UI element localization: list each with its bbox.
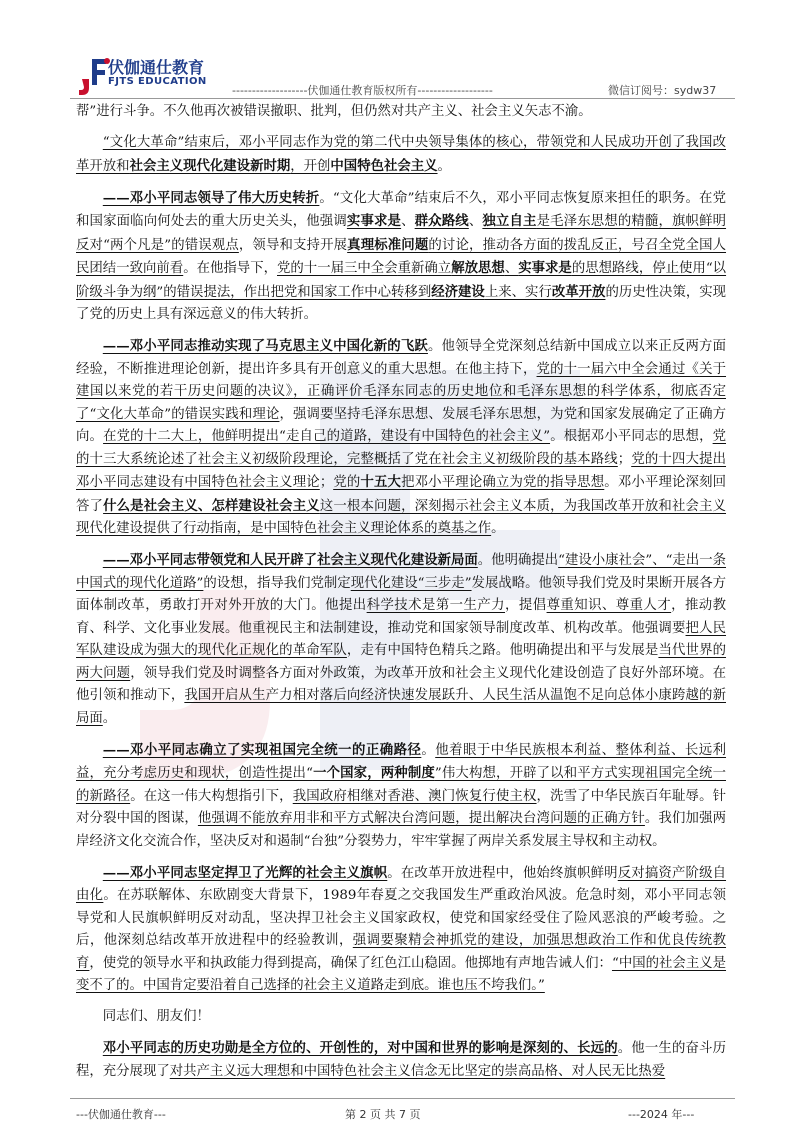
text-run: 党的十三大系统论述了社会主义初级阶段理论，完整概括了党在社会主义初级阶段的基本路线: [76, 429, 727, 467]
paragraph: [76, 739, 726, 854]
logo: [70, 55, 210, 100]
text-run: 他着眼于中华民族根本利益、整体利益、长远利益，充分考虑历史和现状，创造性提出“: [76, 742, 727, 781]
text-run: 把人民军队建设成为强大的现代化正规化的革命军队: [76, 620, 727, 658]
text-run: 。他明确提出: [477, 553, 559, 568]
text-run: 解放思想: [451, 260, 505, 276]
text-run: ，洗雪了中华民族百年耻辱。针对分裂中国的图谋，: [76, 788, 727, 826]
paragraph: [76, 187, 726, 327]
text-run: 旗帜鲜明反对“两个凡是”的错误观点: [76, 214, 727, 253]
logo-mark-icon: [78, 57, 112, 97]
header-divider: [70, 98, 735, 99]
text-run: ——邓小平同志确立了实现祖国完全统一的正确路径: [102, 741, 422, 758]
text-run: ，开创: [290, 158, 331, 174]
text-run: 强调要聚精会神抓党的建设，加强思想政治工作和优良传统教育: [76, 933, 727, 971]
text-run: 中国特色社会主义: [330, 157, 438, 174]
text-run: ；: [617, 451, 632, 467]
text-run: 帮”进行斗争。不久他再次被错误撤职、批判，但仍然对共产主义、社会主义矢志不渝。: [76, 104, 592, 119]
text-run: 经济建设: [431, 283, 485, 300]
paragraph: [76, 862, 726, 998]
text-run: 。在苏联解体、东欧剧变大背景下，1989年春夏之交我国发生严重政治风波。危急时刻，邓小平同志领导党和人民旗帜鲜明反对动乱，坚决捍卫社会主义国家政权，使党和国家经受住了险风恶浪的严峻考验。之后，他深刻总结改革开放进程中的经验教训，: [76, 888, 726, 948]
text-run: 独立自主: [482, 213, 537, 229]
text-run: 。根据邓小平同志的思想，: [550, 429, 713, 444]
text-run: 改革开放: [551, 283, 606, 300]
text-run: 。: [102, 710, 117, 726]
text-run: 。: [421, 742, 436, 758]
text-run: 、: [468, 214, 483, 229]
text-run: 重新确立: [397, 261, 452, 276]
paragraph: [76, 1037, 726, 1083]
text-run: ，推动教育、科学、文化事业发展。他重视民主和法制建设，推动党和国家领导制度改革、机构改革。他强调要: [76, 598, 727, 636]
text-run: 群众路线: [414, 213, 469, 229]
text-run: 实事求是: [518, 260, 572, 276]
text-run: 我国政府相继对香港、澳门恢复行使主权: [292, 788, 537, 804]
header-wechat: 微信订阅号：sydw37: [608, 84, 717, 97]
text-run: 上来、实行: [484, 284, 552, 300]
text-run: 。在他指导下，: [183, 261, 277, 276]
text-run: ，领导我们党及时调整各方面对外政策，为改革开放和社会主义现代化建设创造了良好外部环境。在他引领和推动下，: [76, 665, 727, 703]
text-run: ，领导和支持开展: [238, 237, 348, 253]
text-run: 。在这一伟大构想指引下，: [130, 788, 293, 804]
text-run: 什么是社会主义、怎样建设社会主义: [103, 497, 320, 514]
text-run: 现代化建设“三步走”: [350, 575, 472, 591]
text-run: ，使党的领导水平和执政能力得到提高，确保了红色江山稳固。他掷地有声地告诫人们：: [89, 955, 612, 971]
paragraph: [76, 132, 726, 178]
text-run: 把邓小平理论确立为党的指导思想: [401, 475, 605, 490]
text-run: ，强调要坚持毛泽东思想、发展毛泽东思想，为党和国家发展确定了正确方向。: [76, 406, 726, 444]
text-run: 一个国家，两种制度: [312, 765, 435, 781]
logo-text-cn: 伏伽通仕教育: [108, 58, 205, 77]
text-run: 、: [504, 261, 519, 276]
text-run: 党的十四大提出邓小平同志建设有中国特色社会主义理论: [76, 451, 727, 490]
footer-divider: [70, 1098, 735, 1099]
paragraph: [76, 1006, 726, 1029]
text-run: 实事求是: [346, 213, 402, 229]
header-copyright: -------------------伏伽通仕教育版权所有-------------------: [232, 84, 493, 97]
text-run: ”伟大构想，开辟了以和平方式实现祖国完全统一的新路径: [76, 766, 726, 804]
text-run: ，提倡: [505, 598, 547, 613]
paragraph: [76, 101, 726, 124]
text-run: 对共产主义远大理想和中国特色社会主义信念无比坚定的崇高品格、对人民无比热爱: [169, 1063, 666, 1079]
document-body: [76, 101, 726, 1092]
text-run: ——邓小平同志坚定捍卫了光辉的社会主义旗帜: [102, 864, 388, 881]
text-run: “建设小康社会”、“走出一条中国式的现代化道路”: [76, 553, 726, 591]
text-run: 反对搞资产阶级自由化: [76, 865, 727, 903]
text-run: 。邓小平理论深刻回答了: [76, 475, 727, 514]
text-run: 、: [401, 214, 415, 229]
text-run: 。: [491, 521, 505, 536]
text-run: 在党的十二大上，他鲜明提出“走自己的道路，建设有中国特色的社会主义”: [103, 429, 551, 444]
text-run: ——邓小平同志推动实现了马克思主义中国化新的飞跃: [102, 338, 428, 354]
text-run: “文化大革命”结束后，邓小平同志作为党的第二代中央领导集体的核心，带领党和人民成功开创了我国改革开放和: [76, 135, 726, 174]
text-run: ；: [319, 475, 334, 490]
text-run: ，推动各方面的拨乱反正，号召全党全国人民团结一致向前看: [76, 237, 727, 276]
page-footer: [0, 1098, 800, 1132]
text-run: 的讨论: [428, 237, 469, 253]
text-run: 的思想路线，停止使用“以阶级斗争为纲”的错误提法，作出把党和国家工作中心转移到: [76, 261, 727, 300]
page-number: 第 2 页 共 7 页: [345, 1108, 421, 1121]
text-run: 是毛泽东思想的精髓，: [536, 214, 673, 229]
text-run: 党的: [333, 475, 361, 490]
page-header: [0, 0, 800, 100]
text-run: 党的十一届三中全会: [277, 261, 398, 276]
text-run: 。: [437, 158, 451, 174]
text-run: 我国开启从生产力相对落后向经济快速发展跃升、人民生活从温饱不足向总体小康跨越的新局面: [76, 688, 726, 726]
text-run: 发展战略。他领导我们党及时果断开展各方面体制改革，勇敢打开对外开放的大门。他提出: [76, 575, 726, 613]
text-run: 。“文化大革命”结束后不久，邓小平同志恢复原来担任的职务。在党和国家面临向何处去的重大历史关头，他强调: [76, 190, 726, 229]
text-run: 他强调不能放弃用非和平方式解决台湾问题，提出解决台湾问题的正确方针: [197, 811, 645, 826]
text-run: 同志们、朋友们！: [102, 1009, 210, 1024]
text-run: 科学技术是第一生产力: [366, 598, 506, 613]
footer-left: ---伏伽通仕教育---: [76, 1108, 166, 1121]
footer-year: ---2024 年---: [628, 1108, 695, 1121]
text-run: 。他一生的奋斗历程，充分展现了: [76, 1041, 727, 1079]
text-run: 。在改革开放进程中，他始终旗帜鲜明: [387, 865, 618, 881]
paragraph: [76, 549, 726, 730]
text-run: ——邓小平同志带领党和人民开辟了社会主义现代化建设新局面: [102, 552, 478, 568]
text-run: “中国的社会主义是变不了的。中国肯定要沿着自己选择的社会主义道路走到底。谁也压不垮我们。”: [76, 955, 727, 993]
text-run: 当代世界的两大问题: [76, 643, 727, 681]
text-run: 党的十一届六中全会通过《关于建国以来党的若干历史问题的决议》: [76, 361, 727, 399]
text-run: 的设想，指导我们党制定: [203, 575, 351, 591]
text-run: 。他领导全党深刻总结新中国成立以来正反两方面经验，不断推进理论创新，提出许多具有开创意义的重大思想。在他主持下，: [76, 339, 726, 377]
text-run: 尊重知识、尊重人才: [546, 598, 672, 613]
text-run: 社会主义现代化建设新时期: [129, 157, 291, 174]
paragraph: [76, 335, 726, 541]
text-run: 这一根本问题，深刻揭示社会主义本质，为我国改革开放和社会主义现代化建设提供了行动指南，是中国特色社会主义理论体系的奠基之作: [76, 498, 727, 536]
text-run: ，走有中国特色精兵之路。他明确提出和平与发展是: [346, 643, 659, 658]
text-run: 。我们加强两岸经济文化交流合作，坚决反对和遏制“台独”分裂势力，牢牢掌握了两岸关系发展主导权和主动权。: [76, 811, 727, 849]
text-run: 的历史性决策，实现了党的历史上具有深远意义的伟大转折。: [76, 284, 727, 322]
text-run: ——邓小平同志领导了伟大历史转折: [102, 189, 320, 206]
text-run: 十五大: [360, 474, 402, 490]
text-run: 邓小平同志的历史功勋是全方位的、开创性的，对中国和世界的影响是深刻的、长远的: [102, 1040, 618, 1056]
logo-text-en: FJTS EDUCATION: [108, 76, 207, 87]
text-run: 真理标准问题: [347, 236, 429, 253]
text-run: ，正确评价毛泽东同志的历史地位和毛泽东思想的科学体系，彻底否定了“文化大革命”的错误实践和理论: [76, 384, 726, 422]
